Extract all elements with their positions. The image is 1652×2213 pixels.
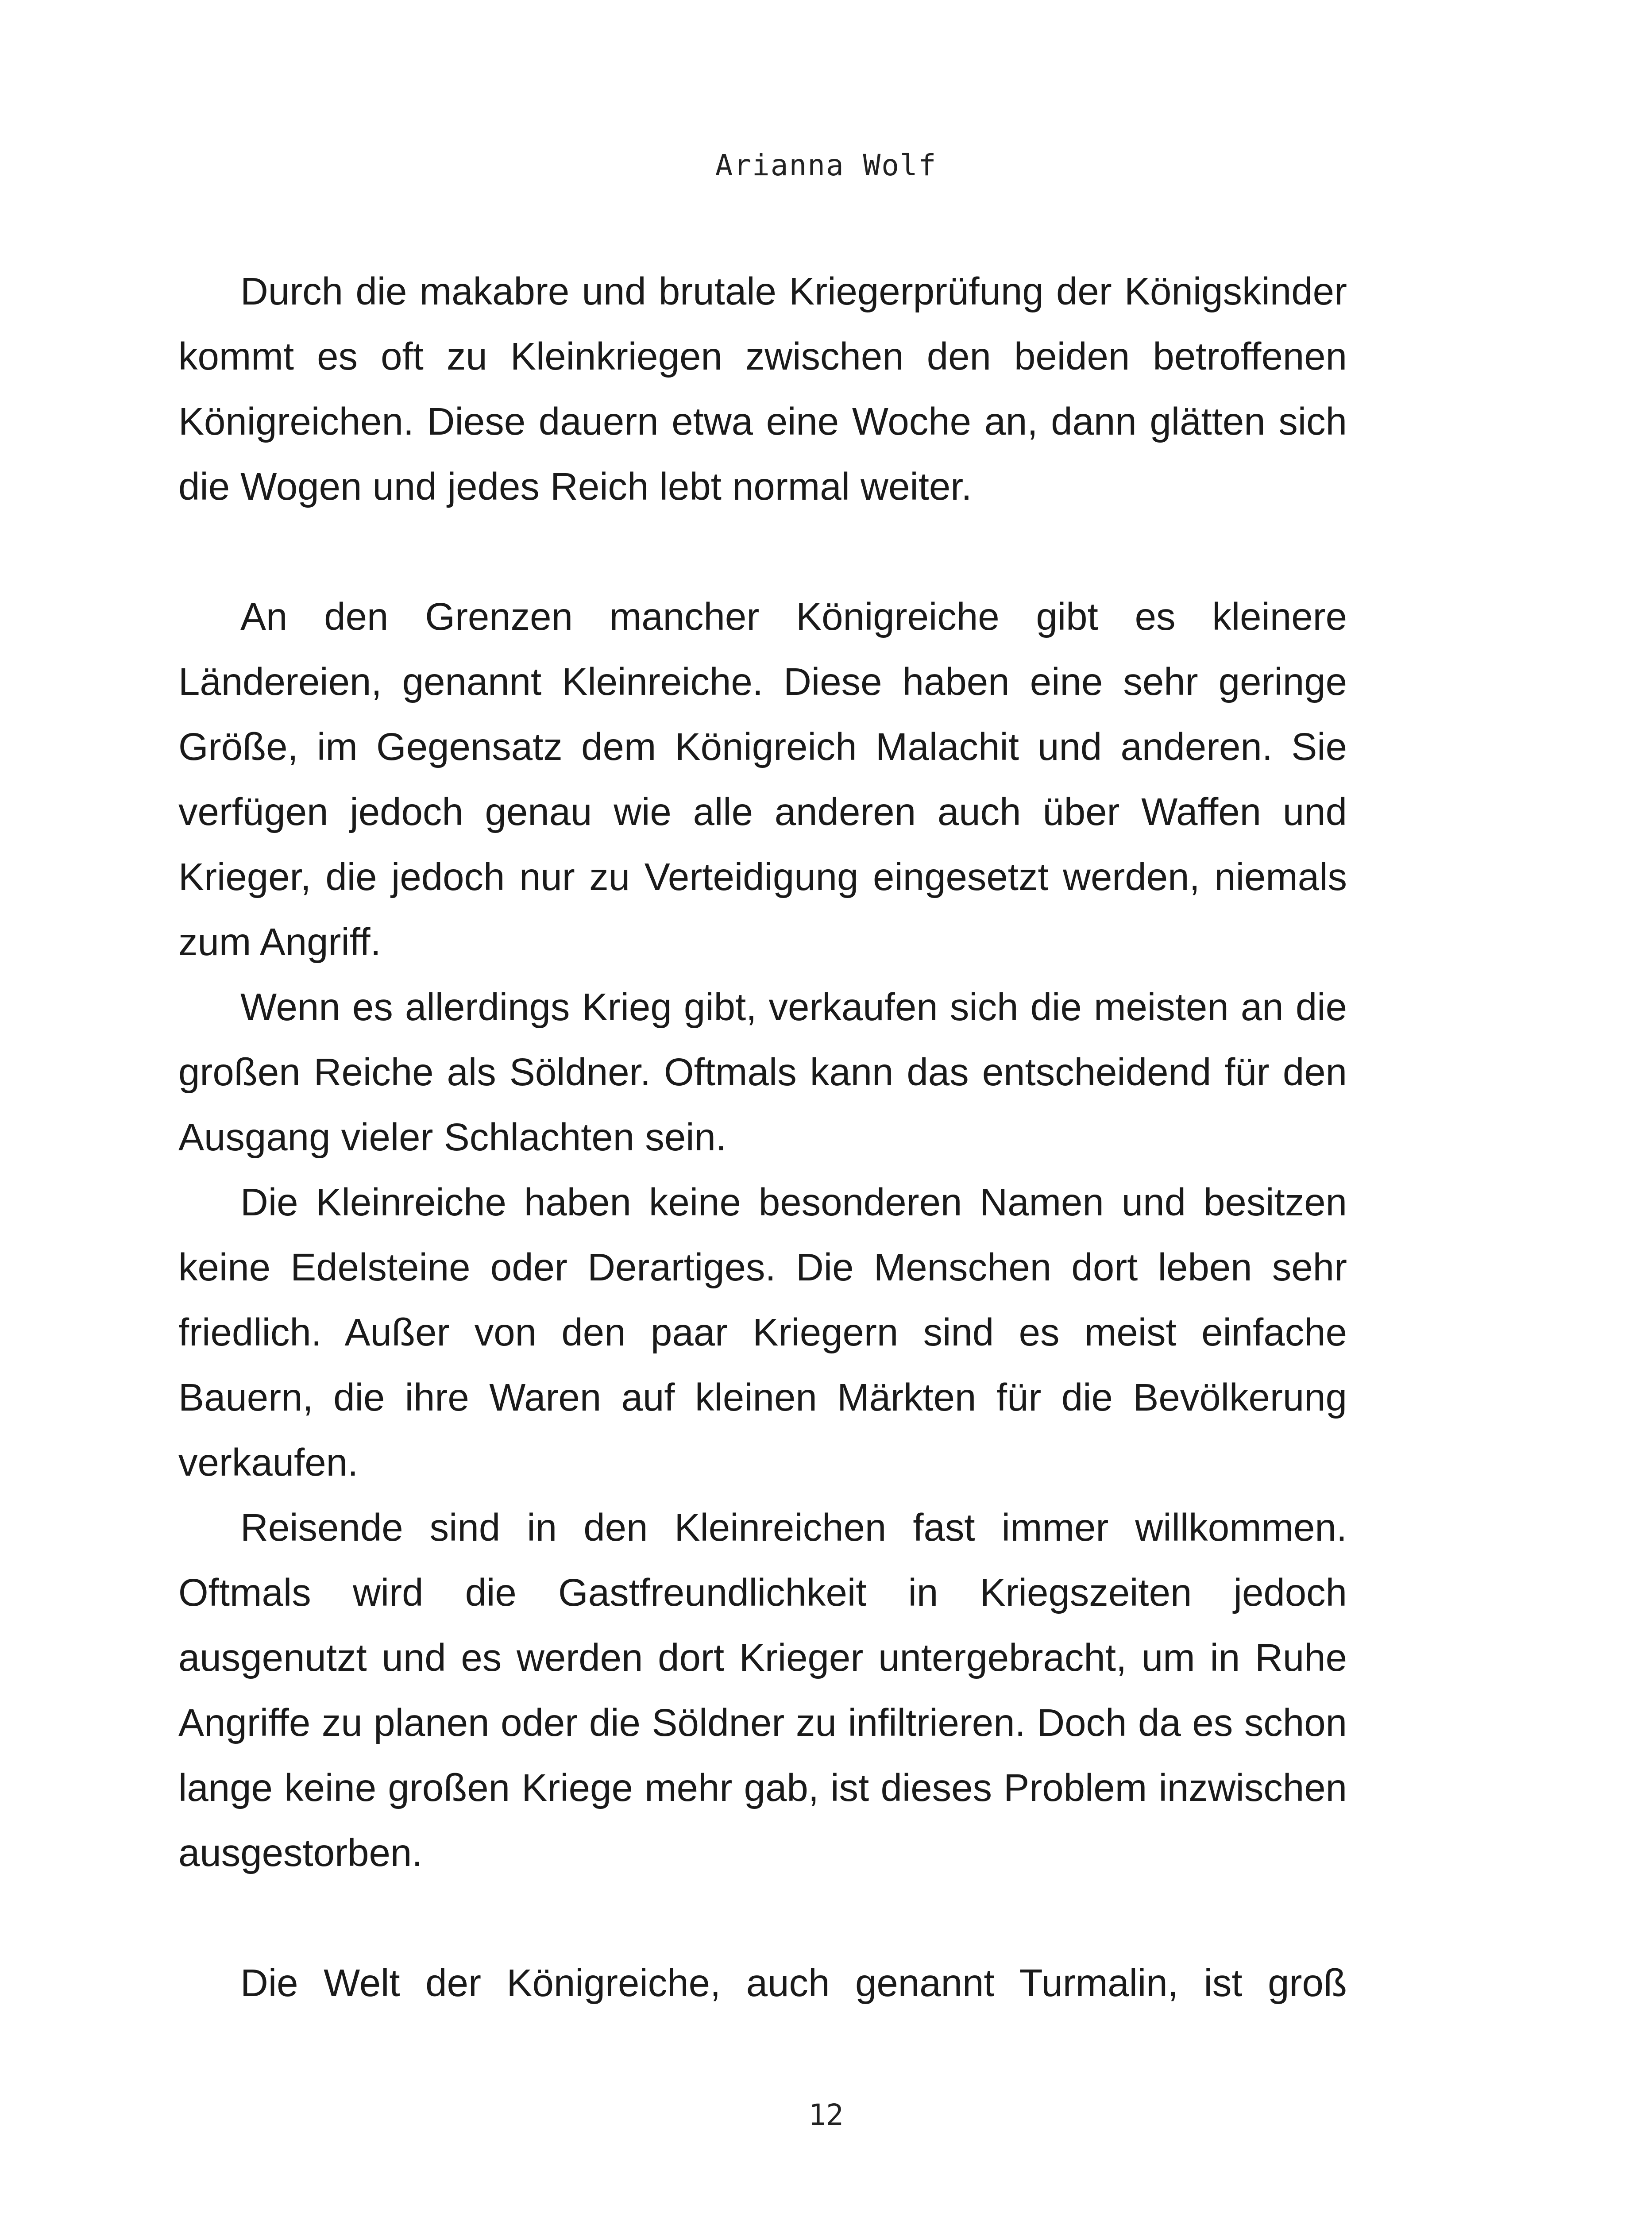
paragraph-6: Die Welt der Königreiche, auch genannt Turmalin, ist groß	[240, 1962, 1347, 2005]
running-head-author: Arianna Wolf	[715, 148, 937, 182]
paragraph-4: Die Kleinreiche haben keine besonderen Namen und besitzen keine Edelsteine oder Derartiges. Die Menschen dort leben sehr friedlich. Außer von den paar Kriegern sind es meist einfache Bauern, die ihre Waren auf kleinen Märkten für die Bevölkerung verkaufen.	[178, 1181, 1347, 1484]
paragraph-3: Wenn es allerdings Krieg gibt, verkaufen sich die meisten an die großen Reiche als Söldner. Oftmals kann das entscheidend für den Ausgang vieler Schlachten sein.	[178, 986, 1347, 1159]
paragraph-5: Reisende sind in den Kleinreichen fast immer willkommen. Oftmals wird die Gastfreundlichkeit in Kriegszeiten jedoch ausgenutzt und es werden dort Krieger untergebracht, um in Ruhe Angriffe zu planen oder die Söldner zu infiltrieren. Doch da es schon lange keine großen Kriege mehr gab, ist dieses Problem inzwischen ausgestorben.	[178, 1506, 1347, 1874]
body-text	[178, 259, 1347, 2016]
page-number: 12	[808, 2098, 844, 2132]
paragraph-2: An den Grenzen mancher Königreiche gibt es kleinere Ländereien, genannt Kleinreiche. Diese haben eine sehr geringe Größe, im Gegensatz dem Königreich Malachit und anderen. Sie verfügen jedoch genau wie alle anderen auch über Waffen und Krieger, die jedoch nur zu Verteidigung eingesetzt werden, niemals zum Angriff.	[178, 595, 1347, 964]
paragraph-1: Durch die makabre und brutale Kriegerprüfung der Königskinder kommt es oft zu Kleinkriegen zwischen den beiden betroffenen Königreichen. Diese dauern etwa eine Woche an, dann glätten sich die Wogen und jedes Reich lebt normal weiter.	[178, 270, 1347, 508]
